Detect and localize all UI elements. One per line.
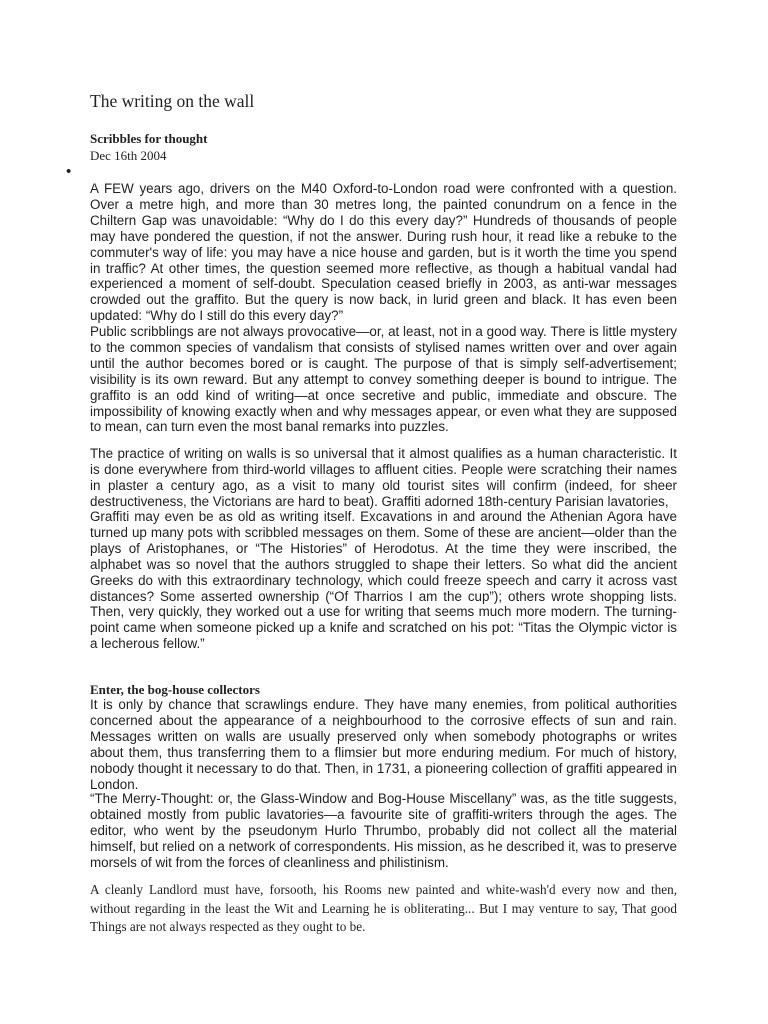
block-quote: A cleanly Landlord must have, forsooth, his Rooms new painted and white-wash'd every now and then, without regarding in the least the Wit and Learning he is obliterating... But I may venture to say, That good Things are not always respected as they ought to be. bbox=[90, 882, 677, 934]
paragraph-chance: It is only by chance that scrawlings endure. They have many enemies, from political authorities concerned about the appearance of a neighbourhood to the corrosive effects of sun and rain. Messages written on walls are usually preserved only when somebody photographs or writes about them, thus transferring them to a flimsier but more enduring medium. For much of history, nobody thought it necessary to do that. Then, in 1731, a pioneering collection of graffiti appeared in London. bbox=[90, 697, 677, 792]
article-title: The writing on the wall bbox=[90, 91, 255, 111]
section-heading: Enter, the bog-house collectors bbox=[90, 682, 260, 697]
paragraph-merry-thought: “The Merry-Thought: or, the Glass-Window and Bog-House Miscellany” was, as the title suggests, obtained mostly from public lavatories—a favourite site of graffiti-writers through the ages. The editor, who went by the pseudonym Hurlo Thrumbo, probably did not collect all the material himself, but relied on a network of correspondents. His mission, as he described it, was to preserve morsels of wit from the forces of cleanliness and philistinism. bbox=[90, 791, 677, 870]
paragraph-public-scribblings: Public scribblings are not always provocative—or, at least, not in a good way. There is little mystery to the common species of vandalism that consists of stylised names written over and over again until the author becomes bored or is caught. The purpose of that is simply self-advertisement; visibility is its own reward. But any attempt to convey something deeper is bound to intrigue. The graffito is an odd kind of writing—at once secretive and public, immediate and obscure. The impossibility of knowing exactly when and why messages appear, or even what they are supposed to mean, can turn even the most banal remarks into puzzles. bbox=[90, 324, 677, 435]
paragraph-ancient-graffiti: Graffiti may even be as old as writing itself. Excavations in and around the Athenian Agora have turned up many pots with scribbled messages on them. Some of these are ancient—older than the plays of Aristophanes, or “The Histories” of Herodotus. At the time they were inscribed, the alphabet was so novel that the authors struggled to shape their letters. So what did the ancient Greeks do with this extraordinary technology, which could freeze speech and carry it across vast distances? Some asserted ownership (“Of Tharrios I am the cup”); others wrote shopping lists. Then, very quickly, they worked out a use for writing that seems much more modern. The turning-point came when someone picked up a knife and scratched on his pot: “Titas the Olympic victor is a lecherous fellow.” bbox=[90, 509, 677, 652]
article-date: Dec 16th 2004 bbox=[90, 148, 167, 163]
article-subtitle: Scribbles for thought bbox=[90, 131, 208, 146]
paragraph-practice: The practice of writing on walls is so universal that it almost qualifies as a human characteristic. It is done everywhere from third-world villages to affluent cities. People were scratching their names in plaster a century ago, as a visit to many old tourist sites will confirm (indeed, for sheer destructiveness, the Victorians are hard to beat). Graffiti adorned 18th-century Parisian lavatories, bbox=[90, 446, 677, 509]
paragraph-intro: A FEW years ago, drivers on the M40 Oxford-to-London road were confronted with a question. Over a metre high, and more than 30 metres long, the painted conundrum on a fence in the Chiltern Gap was unavoidable: “Why do I do this every day?” Hundreds of thousands of people may have pondered the question, if not the answer. During rush hour, it read like a rebuke to the commuter's way of life: you may have a nice house and garden, but is it worth the time you spend in traffic? At other times, the question seemed more reflective, as though a habitual vandal had experienced a moment of self-doubt. Speculation ceased briefly in 2003, as anti-war messages crowded out the graffito. But the query is now back, in lurid green and black. It has even been updated: “Why do I still do this every day?” bbox=[90, 181, 677, 324]
list-bullet: • bbox=[66, 163, 72, 180]
